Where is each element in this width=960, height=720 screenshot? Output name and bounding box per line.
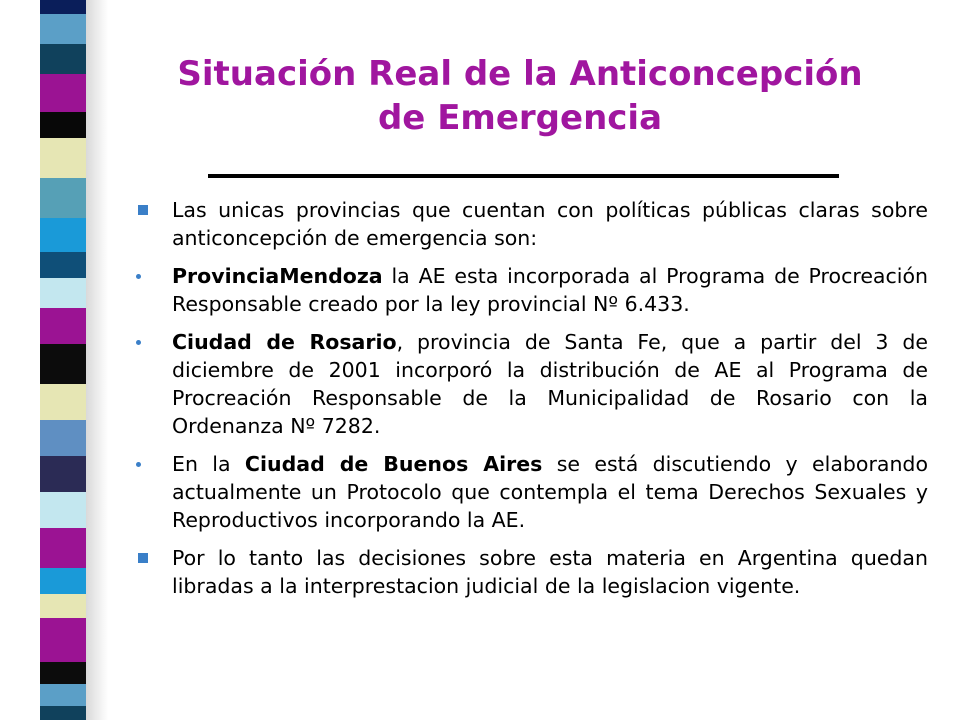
slide-title-line-2: de Emergencia	[377, 98, 663, 138]
bullet-prefix-text: En la	[172, 452, 245, 476]
bullet-item-rosario	[130, 328, 928, 440]
square-bullet-icon	[138, 205, 148, 215]
bullet-bold-text: ProvinciaMendoza	[172, 264, 383, 288]
dot-bullet-icon	[136, 340, 141, 345]
bullet-text: , provincia de Santa Fe, que a partir del 3 de diciembre de 2001 incorporó la distribución de AE al Programa de Procreación Responsable de la Municipalidad de Rosario con la Ordenanza Nº 7282.	[172, 330, 928, 438]
dot-bullet-icon	[136, 274, 141, 279]
bullet-item-conclusion	[130, 544, 928, 600]
title-underline	[208, 174, 839, 178]
square-bullet-icon	[138, 553, 148, 563]
bullet-text: Por lo tanto las decisiones sobre esta materia en Argentina quedan libradas a la interprestacion judicial de la legislacion vigente.	[172, 546, 928, 598]
stripe-bar-shadow	[86, 0, 108, 720]
bullet-item-buenos-aires	[130, 450, 928, 534]
bullet-item-mendoza	[130, 262, 928, 318]
slide-title-line-1: Situación Real de la Anticoncepción	[177, 54, 863, 94]
bullet-bold-text: Ciudad de Rosario	[172, 330, 397, 354]
dot-bullet-icon	[136, 462, 141, 467]
bullet-item-intro	[130, 196, 928, 252]
slide-title	[130, 52, 910, 140]
decorative-stripe-bar	[40, 0, 86, 720]
bullet-text: Las unicas provincias que cuentan con políticas públicas claras sobre anticoncepción de emergencia son:	[172, 198, 928, 250]
bullet-bold-text: Ciudad de Buenos Aires	[244, 452, 543, 476]
bullet-text: se está discutiendo y elaborando actualmente un Protocolo que contempla el tema Derechos Sexuales y Reproductivos incorporando la AE.	[172, 452, 928, 532]
slide-body	[130, 196, 928, 600]
bullet-text: la AE esta incorporada al Programa de Procreación Responsable creado por la ley provincial Nº 6.433.	[172, 264, 928, 316]
